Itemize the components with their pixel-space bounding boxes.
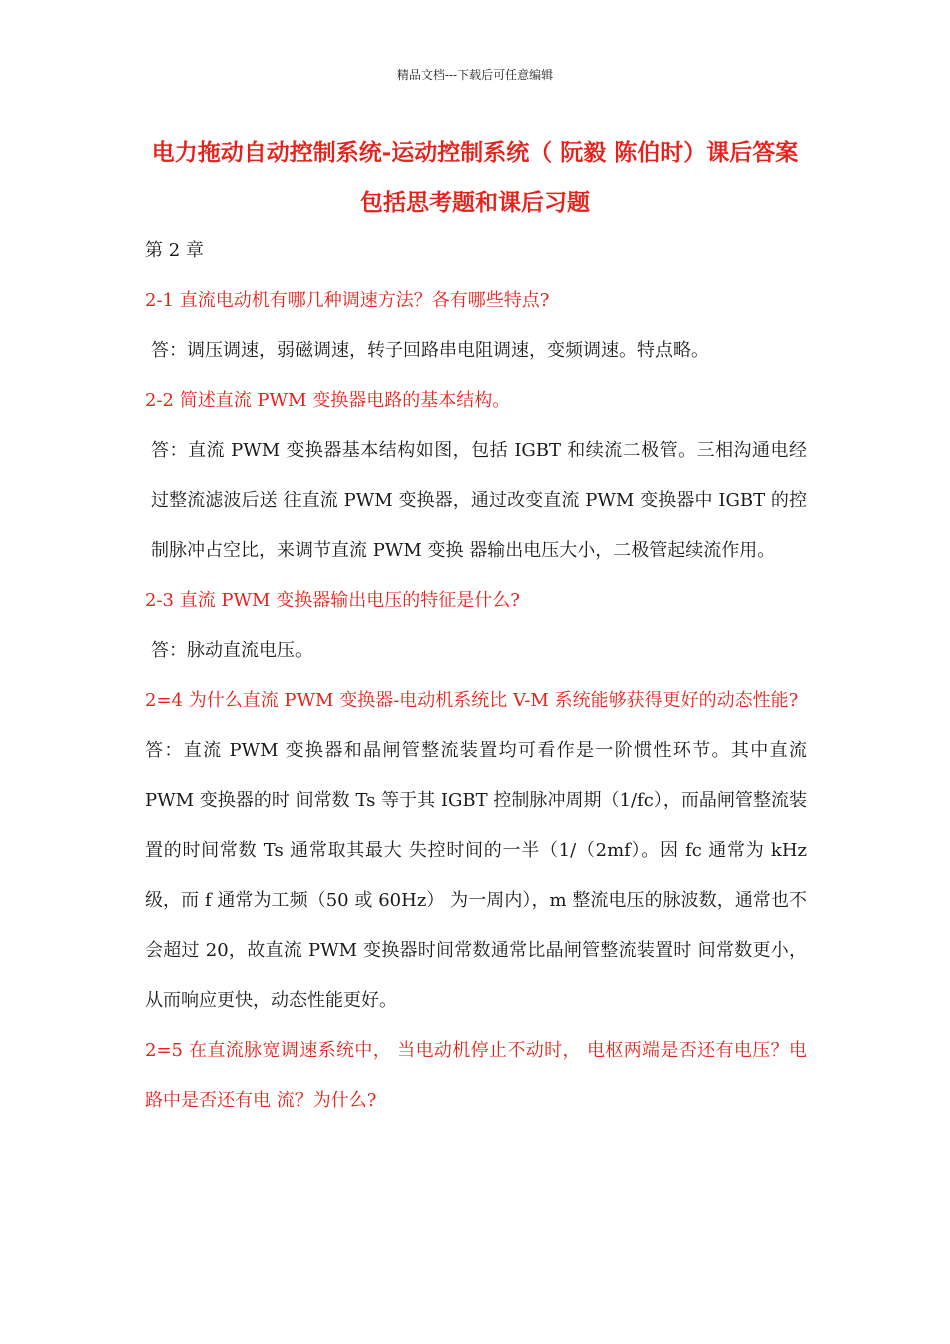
question-2-2: 2-2 简述直流 PWM 变换器电路的基本结构。: [145, 390, 511, 411]
page-header: 精品文档---下载后可任意编辑: [396, 68, 554, 82]
answer-2-4: 答：直流 PWM 变换器和晶闸管整流装置均可看作是一阶惯性环节。其中直流 PWM 变换器的时 间常数 Ts 等于其 IGBT 控制脉冲周期（1/fc），而晶闸管整流装置的时间常数 Ts 通常取其最大 失控时间的一半（1/（2mf）。因 fc 通常为 kHz 级，而 f 通常为工频（50 或 60Hz） 为一周内），m 整流电压的脉波数，通常也不会超过 20，故直流 PWM 变换器时间常数通常比晶闸管整流装置时 间常数更小，从而响应更快，动态性能更好。: [145, 740, 807, 1011]
document-title: 电力拖动自动控制系统-运动控制系统（ 阮毅 陈伯时）课后答案包括思考题和课后习题: [151, 139, 799, 216]
answer-2-3: 答：脉动直流电压。: [151, 640, 313, 661]
question-2-4: 2=4 为什么直流 PWM 变换器-电动机系统比 V-M 系统能够获得更好的动态性能?: [145, 690, 799, 711]
answer-2-1: 答：调压调速，弱磁调速，转子回路串电阻调速，变频调速。特点略。: [151, 340, 709, 361]
question-2-3: 2-3 直流 PWM 变换器输出电压的特征是什么?: [145, 590, 520, 611]
document-body: [145, 226, 807, 1126]
question-2-5: 2=5 在直流脉宽调速系统中， 当电动机停止不动时， 电枢两端是否还有电压？电路中是否还有电 流？为什么?: [145, 1040, 807, 1111]
question-2-1: 2-1 直流电动机有哪几种调速方法？各有哪些特点?: [145, 290, 550, 311]
chapter-heading: 第 2 章: [145, 240, 204, 261]
answer-2-2: 答：直流 PWM 变换器基本结构如图，包括 IGBT 和续流二极管。三相沟通电经过整流滤波后送 往直流 PWM 变换器，通过改变直流 PWM 变换器中 IGBT 的控制脉冲占空比，来调节直流 PWM 变换 器输出电压大小，二极管起续流作用。: [151, 440, 807, 561]
